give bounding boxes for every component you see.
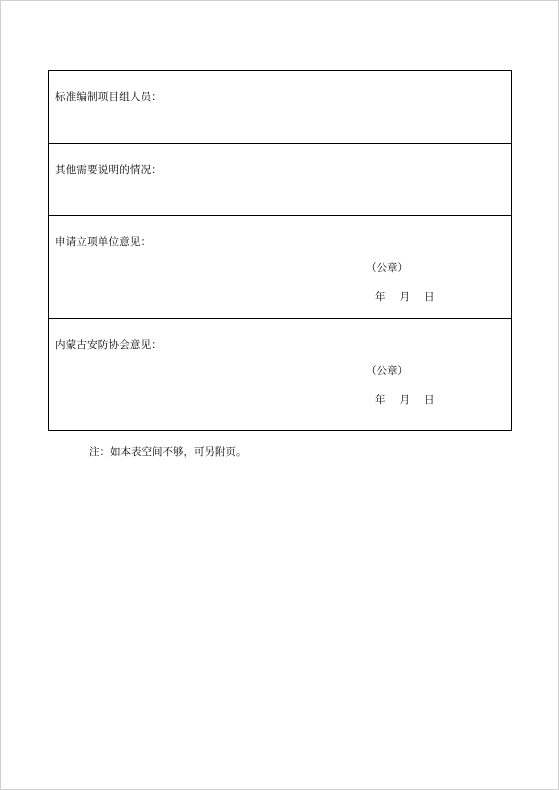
- association-date-year: 年: [375, 394, 386, 406]
- footnote: 注：如本表空间不够，可另附页。: [89, 446, 247, 458]
- applicant-date-day: 日: [424, 291, 435, 303]
- other-notes-label: 其他需要说明的情况：: [55, 164, 162, 176]
- form-row-applicant-opinion: [49, 216, 511, 319]
- form-row-project-team: [49, 71, 511, 144]
- association-date-month: 月: [399, 394, 410, 406]
- project-team-label: 标准编制项目组人员：: [55, 91, 162, 103]
- applicant-date-month: 月: [399, 291, 410, 303]
- applicant-date-year: 年: [375, 291, 386, 303]
- applicant-seal-text: （公章）: [366, 262, 408, 274]
- form-row-other-notes: [49, 144, 511, 216]
- association-opinion-label: 内蒙古安防协会意见：: [55, 339, 162, 351]
- applicant-opinion-label: 申请立项单位意见：: [55, 236, 152, 248]
- application-form-table: [48, 70, 512, 431]
- applicant-date-line: [375, 289, 435, 304]
- association-seal-text: （公章）: [366, 365, 408, 377]
- association-date-day: 日: [424, 394, 435, 406]
- form-row-association-opinion: [49, 319, 511, 430]
- association-date-line: [375, 392, 435, 407]
